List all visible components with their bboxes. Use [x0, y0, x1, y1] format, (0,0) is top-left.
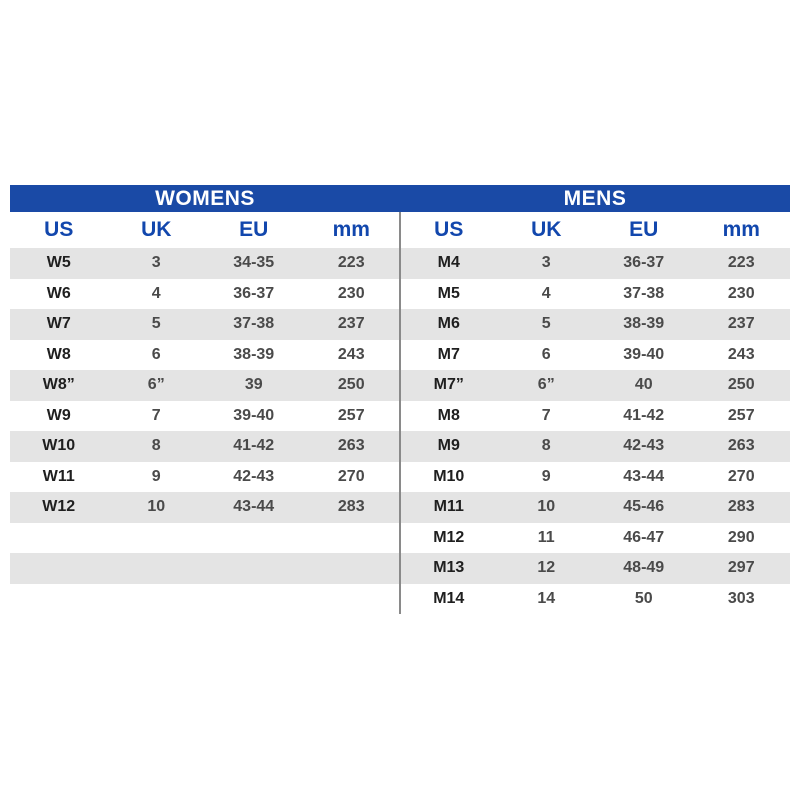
size-value-cell: 39 [244, 376, 263, 394]
size-value-cell: 39-40 [623, 345, 665, 363]
size-chart [10, 185, 790, 614]
table-row [400, 553, 790, 584]
table-row [400, 401, 790, 432]
size-value-cell: 243 [337, 345, 365, 363]
size-value-cell: 223 [727, 254, 755, 272]
size-label-cell: M5 [437, 284, 460, 302]
title-bar [10, 185, 790, 212]
womens-column-headers [10, 212, 400, 248]
size-label-cell: W10 [42, 437, 76, 455]
size-value-cell: 48-49 [623, 559, 665, 577]
mens-section-title: MENS [563, 186, 627, 210]
size-value-cell: 42-43 [233, 467, 275, 485]
size-value-cell: 37-38 [623, 284, 665, 302]
mens-column-header-uk: UK [531, 218, 562, 241]
size-label-cell: W6 [46, 284, 71, 302]
table-row [10, 523, 400, 554]
size-value-cell: 10 [537, 498, 556, 516]
mens-column-header-us: US [434, 218, 464, 241]
size-label-cell: M9 [437, 437, 460, 455]
size-value-cell: 46-47 [623, 528, 665, 546]
size-value-cell: 42-43 [623, 437, 665, 455]
size-value-cell: 7 [151, 406, 161, 424]
size-value-cell: 40 [634, 376, 653, 394]
size-value-cell: 38-39 [233, 345, 275, 363]
table-row [10, 248, 400, 279]
table-row [10, 309, 400, 340]
table-row [400, 523, 790, 554]
size-value-cell: 10 [147, 498, 166, 516]
size-value-cell: 283 [727, 498, 755, 516]
size-value-cell: 237 [337, 315, 365, 333]
table-row [10, 401, 400, 432]
size-value-cell: 250 [727, 376, 755, 394]
size-value-cell: 9 [151, 467, 161, 485]
size-label-cell: M12 [433, 528, 465, 546]
womens-table [10, 212, 400, 584]
size-label-cell: M7” [433, 376, 464, 394]
size-value-cell: 4 [151, 284, 161, 302]
size-value-cell: 263 [337, 437, 365, 455]
size-value-cell: 297 [727, 559, 755, 577]
size-label-cell: W12 [42, 498, 76, 516]
size-label-cell: W7 [46, 315, 71, 333]
table-row [400, 248, 790, 279]
size-label-cell: M4 [437, 254, 460, 272]
mens-column-header-mm: mm [722, 218, 760, 241]
table-row [400, 370, 790, 401]
table-row [10, 462, 400, 493]
table-divider [399, 212, 401, 614]
size-value-cell: 50 [634, 589, 653, 607]
size-value-cell: 43-44 [233, 498, 275, 516]
size-label-cell: M11 [433, 498, 464, 516]
table-row [400, 279, 790, 310]
size-value-cell: 303 [727, 589, 755, 607]
size-value-cell: 243 [727, 345, 755, 363]
size-value-cell: 3 [541, 254, 551, 272]
table-row [400, 462, 790, 493]
size-label-cell: M13 [433, 559, 465, 577]
table-row [400, 584, 790, 615]
table-row [400, 340, 790, 371]
size-label-cell: W8 [46, 345, 71, 363]
womens-column-header-uk: UK [141, 218, 172, 241]
mens-rows [400, 248, 790, 614]
size-value-cell: 223 [337, 254, 365, 272]
size-value-cell: 6” [537, 376, 555, 394]
table-row [400, 309, 790, 340]
size-label-cell: M8 [437, 406, 460, 424]
size-label-cell: M14 [433, 589, 465, 607]
tables [10, 212, 790, 614]
size-value-cell: 230 [727, 284, 755, 302]
table-row [10, 340, 400, 371]
size-label-cell: W5 [46, 254, 71, 272]
womens-column-header-mm: mm [332, 218, 370, 241]
mens-column-header-eu: EU [629, 218, 659, 241]
size-value-cell: 263 [727, 437, 755, 455]
size-value-cell: 38-39 [623, 315, 665, 333]
table-row [400, 492, 790, 523]
size-value-cell: 290 [727, 528, 755, 546]
size-value-cell: 36-37 [233, 284, 275, 302]
size-value-cell: 5 [541, 315, 551, 333]
size-label-cell: M10 [433, 467, 465, 485]
size-label-cell: W8” [42, 376, 75, 394]
size-value-cell: 257 [727, 406, 755, 424]
size-label-cell: W9 [46, 406, 71, 424]
table-row [10, 279, 400, 310]
size-label-cell: M6 [437, 315, 460, 333]
womens-column-header-us: US [44, 218, 74, 241]
womens-section-title: WOMENS [155, 186, 255, 210]
size-value-cell: 12 [537, 559, 556, 577]
size-value-cell: 14 [537, 589, 556, 607]
size-value-cell: 6 [151, 345, 161, 363]
womens-column-header-eu: EU [239, 218, 269, 241]
size-value-cell: 34-35 [233, 254, 275, 272]
mens-table [400, 212, 790, 614]
mens-column-headers [400, 212, 790, 248]
size-value-cell: 3 [151, 254, 161, 272]
womens-rows [10, 248, 400, 584]
size-label-cell: M7 [437, 345, 460, 363]
size-value-cell: 4 [541, 284, 551, 302]
table-row [400, 431, 790, 462]
size-value-cell: 250 [337, 376, 365, 394]
size-value-cell: 6” [147, 376, 165, 394]
size-value-cell: 270 [727, 467, 755, 485]
size-value-cell: 8 [541, 437, 551, 455]
size-value-cell: 5 [151, 315, 161, 333]
size-value-cell: 7 [541, 406, 551, 424]
size-value-cell: 257 [337, 406, 365, 424]
size-value-cell: 36-37 [623, 254, 665, 272]
size-value-cell: 9 [541, 467, 551, 485]
size-value-cell: 270 [337, 467, 365, 485]
size-value-cell: 283 [337, 498, 365, 516]
size-value-cell: 230 [337, 284, 365, 302]
size-value-cell: 41-42 [233, 437, 275, 455]
size-value-cell: 6 [541, 345, 551, 363]
table-row [10, 553, 400, 584]
size-label-cell: W11 [42, 467, 75, 485]
size-value-cell: 237 [727, 315, 755, 333]
table-row [10, 431, 400, 462]
size-value-cell: 8 [151, 437, 161, 455]
size-value-cell: 37-38 [233, 315, 275, 333]
size-value-cell: 39-40 [233, 406, 275, 424]
table-row [10, 370, 400, 401]
size-value-cell: 11 [537, 528, 555, 546]
size-value-cell: 45-46 [623, 498, 665, 516]
table-row [10, 492, 400, 523]
size-value-cell: 43-44 [623, 467, 665, 485]
size-value-cell: 41-42 [623, 406, 665, 424]
